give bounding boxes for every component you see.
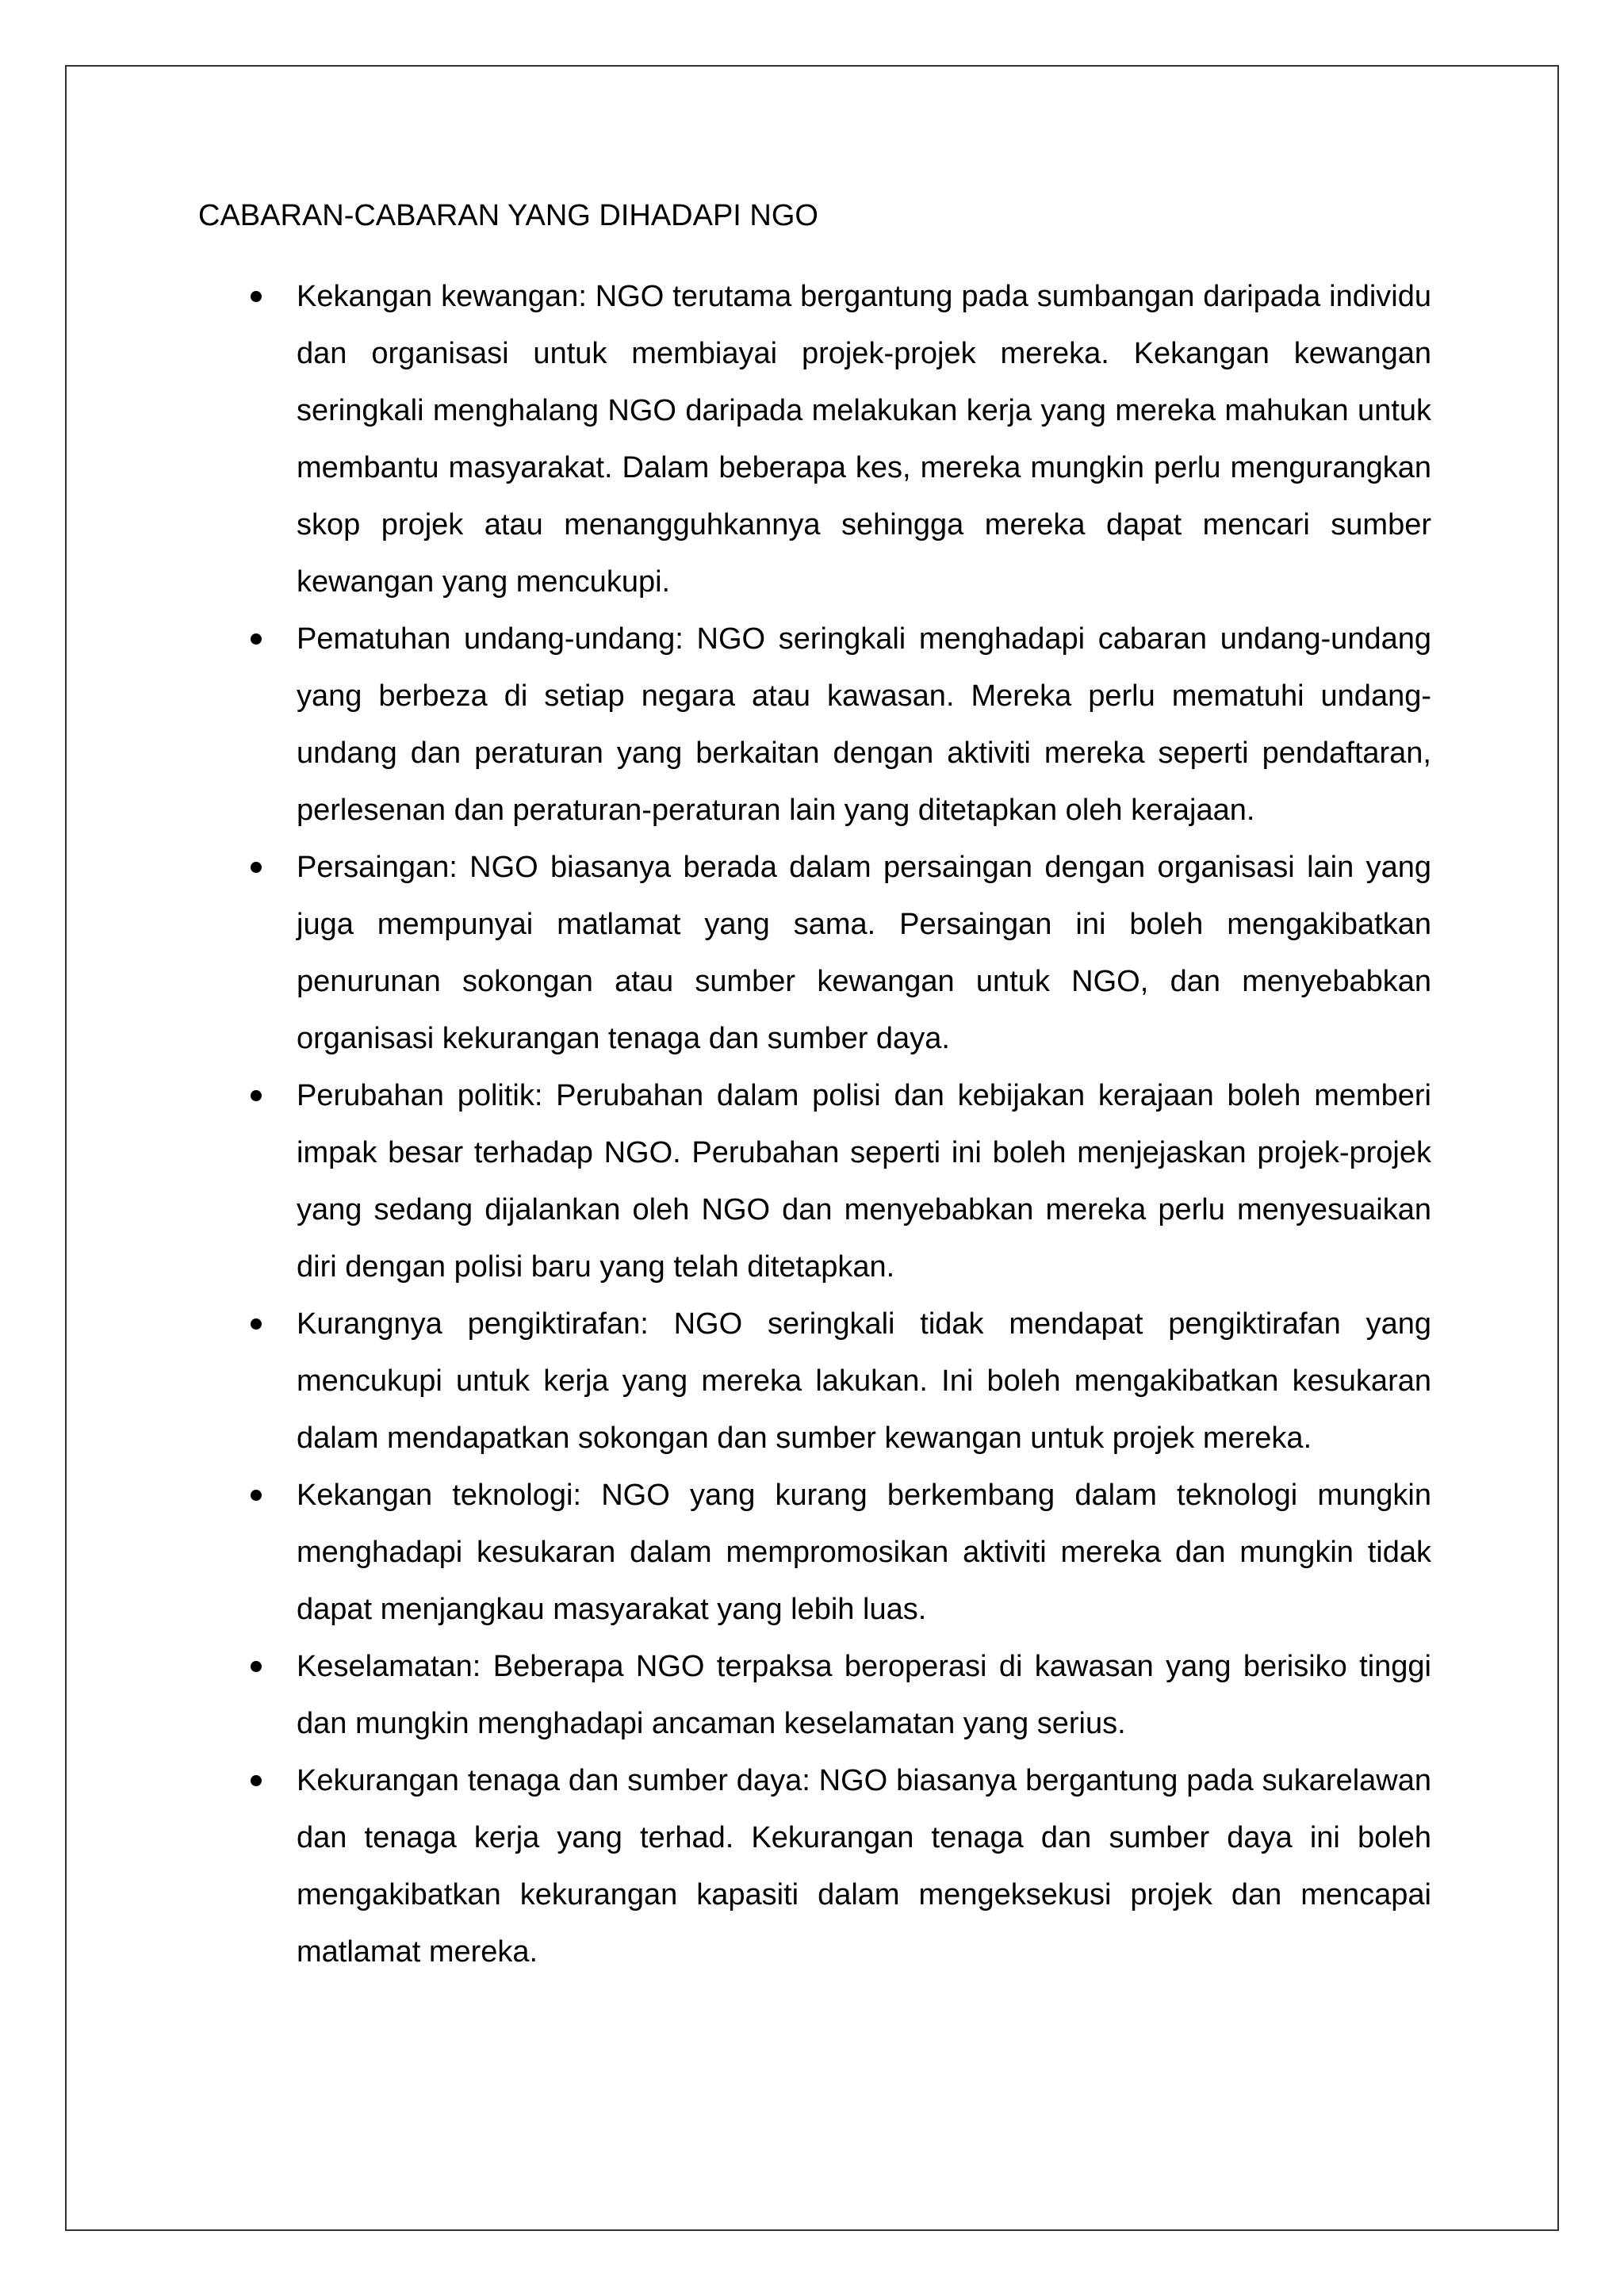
list-item-technology-constraints: [246, 1467, 1431, 1638]
list-item-legal-compliance: [246, 610, 1431, 839]
bullet-icon: [251, 291, 262, 302]
list-item-text: Pematuhan undang-undang: NGO seringkali menghadapi cabaran undang-undang yang berbeza di setiap negara atau kawasan. Mereka perlu mematuhi undang-undang dan peraturan yang berkaitan dengan aktiviti mereka seperti pendaftaran, perlesenan dan peraturan-peraturan lain yang ditetapkan oleh kerajaan.: [297, 622, 1431, 827]
bullet-icon: [251, 1661, 262, 1672]
list-item-text: Kurangnya pengiktirafan: NGO seringkali tidak mendapat pengiktirafan yang mencukupi untuk kerja yang mereka lakukan. Ini boleh mengakibatkan kesukaran dalam mendapatkan sokongan dan sumber kewangan untuk projek mereka.: [297, 1307, 1431, 1455]
list-item-text: Persaingan: NGO biasanya berada dalam persaingan dengan organisasi lain yang juga mempunyai matlamat yang sama. Persaingan ini boleh mengakibatkan penurunan sokongan atau sumber kewangan untuk NGO, dan menyebabkan organisasi kekurangan tenaga dan sumber daya.: [297, 851, 1431, 1055]
bullet-icon: [251, 1775, 262, 1786]
list-item-resource-shortage: [246, 1752, 1431, 1980]
list-item-financial-constraints: [246, 268, 1431, 610]
list-item-text: Kekurangan tenaga dan sumber daya: NGO biasanya bergantung pada sukarelawan dan tenaga kerja yang terhad. Kekurangan tenaga dan sumber daya ini boleh mengakibatkan kekurangan kapasiti dalam mengeksekusi projek dan mencapai matlamat mereka.: [297, 1764, 1431, 1969]
bullet-icon: [251, 1090, 262, 1101]
challenges-list: [246, 268, 1431, 1980]
list-item-text: Perubahan politik: Perubahan dalam polisi dan kebijakan kerajaan boleh memberi impak besar terhadap NGO. Perubahan seperti ini boleh menjejaskan projek-projek yang sedang dijalankan oleh NGO dan menyebabkan mereka perlu menyesuaikan diri dengan polisi baru yang telah ditetapkan.: [297, 1079, 1431, 1284]
document-title: CABARAN-CABARAN YANG DIHADAPI NGO: [198, 199, 818, 232]
list-item-text: Keselamatan: Beberapa NGO terpaksa beroperasi di kawasan yang berisiko tinggi dan mungkin menghadapi ancaman keselamatan yang serius.: [297, 1650, 1431, 1740]
bullet-icon: [251, 862, 262, 873]
list-item-lack-of-recognition: [246, 1295, 1431, 1467]
list-item-safety: [246, 1638, 1431, 1752]
list-item-competition: [246, 839, 1431, 1067]
list-item-text: Kekangan teknologi: NGO yang kurang berkembang dalam teknologi mungkin menghadapi kesukaran dalam mempromosikan aktiviti mereka dan mungkin tidak dapat menjangkau masyarakat yang lebih luas.: [297, 1479, 1431, 1626]
bullet-icon: [251, 1318, 262, 1330]
bullet-icon: [251, 1490, 262, 1501]
list-item-political-change: [246, 1067, 1431, 1295]
bullet-icon: [251, 633, 262, 645]
list-item-text: Kekangan kewangan: NGO terutama bergantung pada sumbangan daripada individu dan organisasi untuk membiayai projek-projek mereka. Kekangan kewangan seringkali menghalang NGO daripada melakukan kerja yang mereka mahukan untuk membantu masyarakat. Dalam beberapa kes, mereka mungkin perlu mengurangkan skop projek atau menangguhkannya sehingga mereka dapat mencari sumber kewangan yang mencukupi.: [297, 280, 1431, 599]
